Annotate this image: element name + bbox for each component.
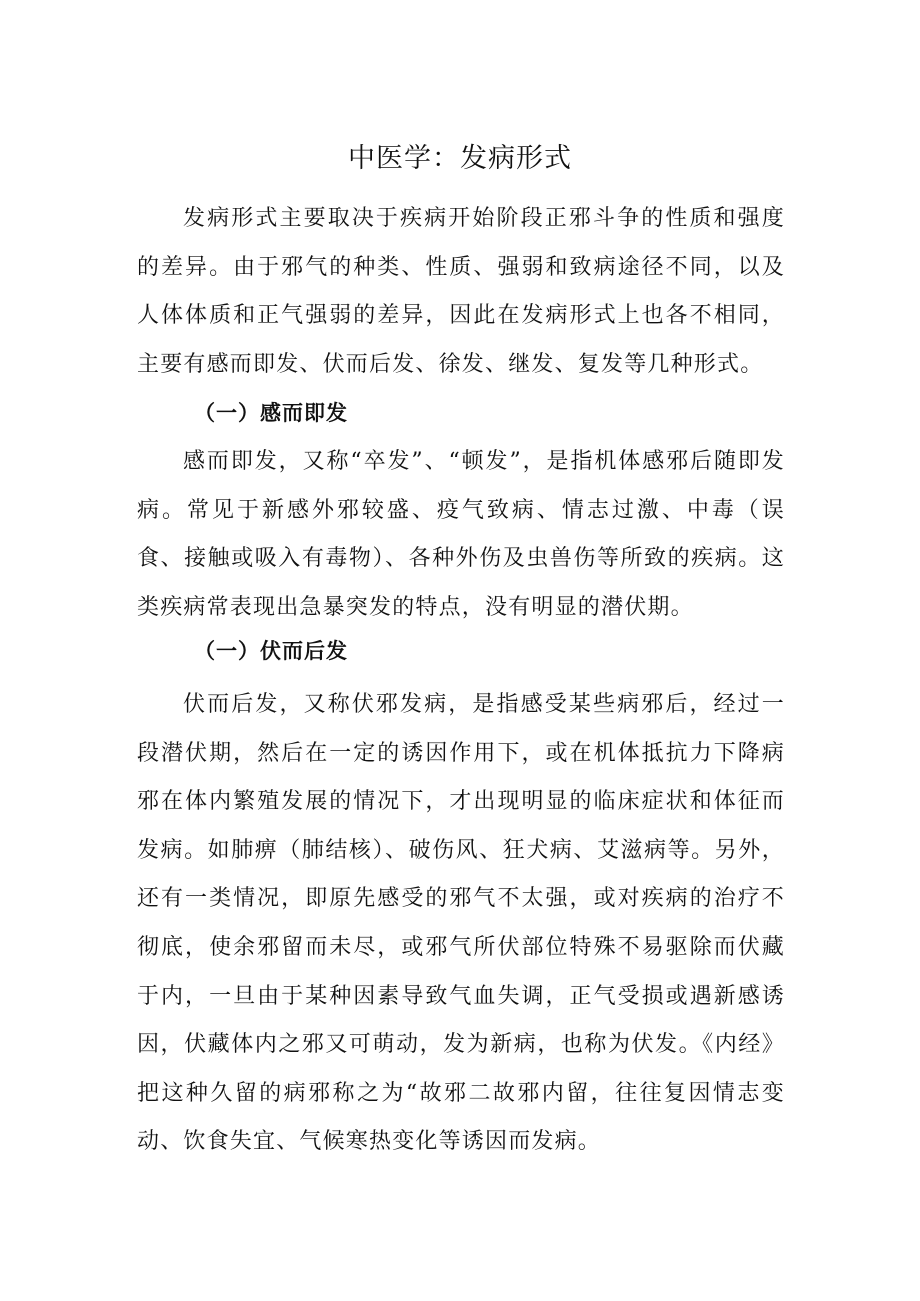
document-title: 中医学：发病形式	[348, 143, 572, 174]
intro-paragraph: 发病形式主要取决于疾病开始阶段正邪斗争的性质和强度的差异。由于邪气的种类、性质、强弱和致病途径不同，以及人体体质和正气强弱的差异，因此在发病形式上也各不相同，主要有感而即发、伏而后发、徐发、继发、复发等几种形式。	[137, 206, 785, 377]
section-heading-immediate-onset: （一）感而即发	[194, 401, 348, 425]
section-body-latent-onset: 伏而后发，又称伏邪发病，是指感受某些病邪后，经过一段潜伏期，然后在一定的诱因作用下，或在机体抵抗力下降病邪在体内繁殖发展的情况下，才出现明显的临床症状和体征而发病。如肺痹（肺结核）、破伤风、狂犬病、艾滋病等。另外，还有一类情况，即原先感受的邪气不太强，或对疾病的治疗不彻底，使余邪留而未尽，或邪气所伏部位特殊不易驱除而伏藏于内，一旦由于某种因素导致气血失调，正气受损或遇新感诱因，伏藏体内之邪又可萌动，发为新病，也称为伏发。《内经》把这种久留的病邪称之为“故邪二故邪内留，往往复因情志变动、饮食失宜、气候寒热变化等诱因而发病。	[137, 692, 785, 1155]
section-heading-latent-onset: （一）伏而后发	[194, 639, 348, 663]
section-body-immediate-onset: 感而即发，又称“卒发”、“顿发”，是指机体感邪后随即发病。常见于新感外邪较盛、疫气致病、情志过激、中毒（误食、接触或吸入有毒物）、各种外伤及虫兽伤等所致的疾病。这类疾病常表现出急暴突发的特点，没有明显的潜伏期。	[137, 449, 785, 620]
